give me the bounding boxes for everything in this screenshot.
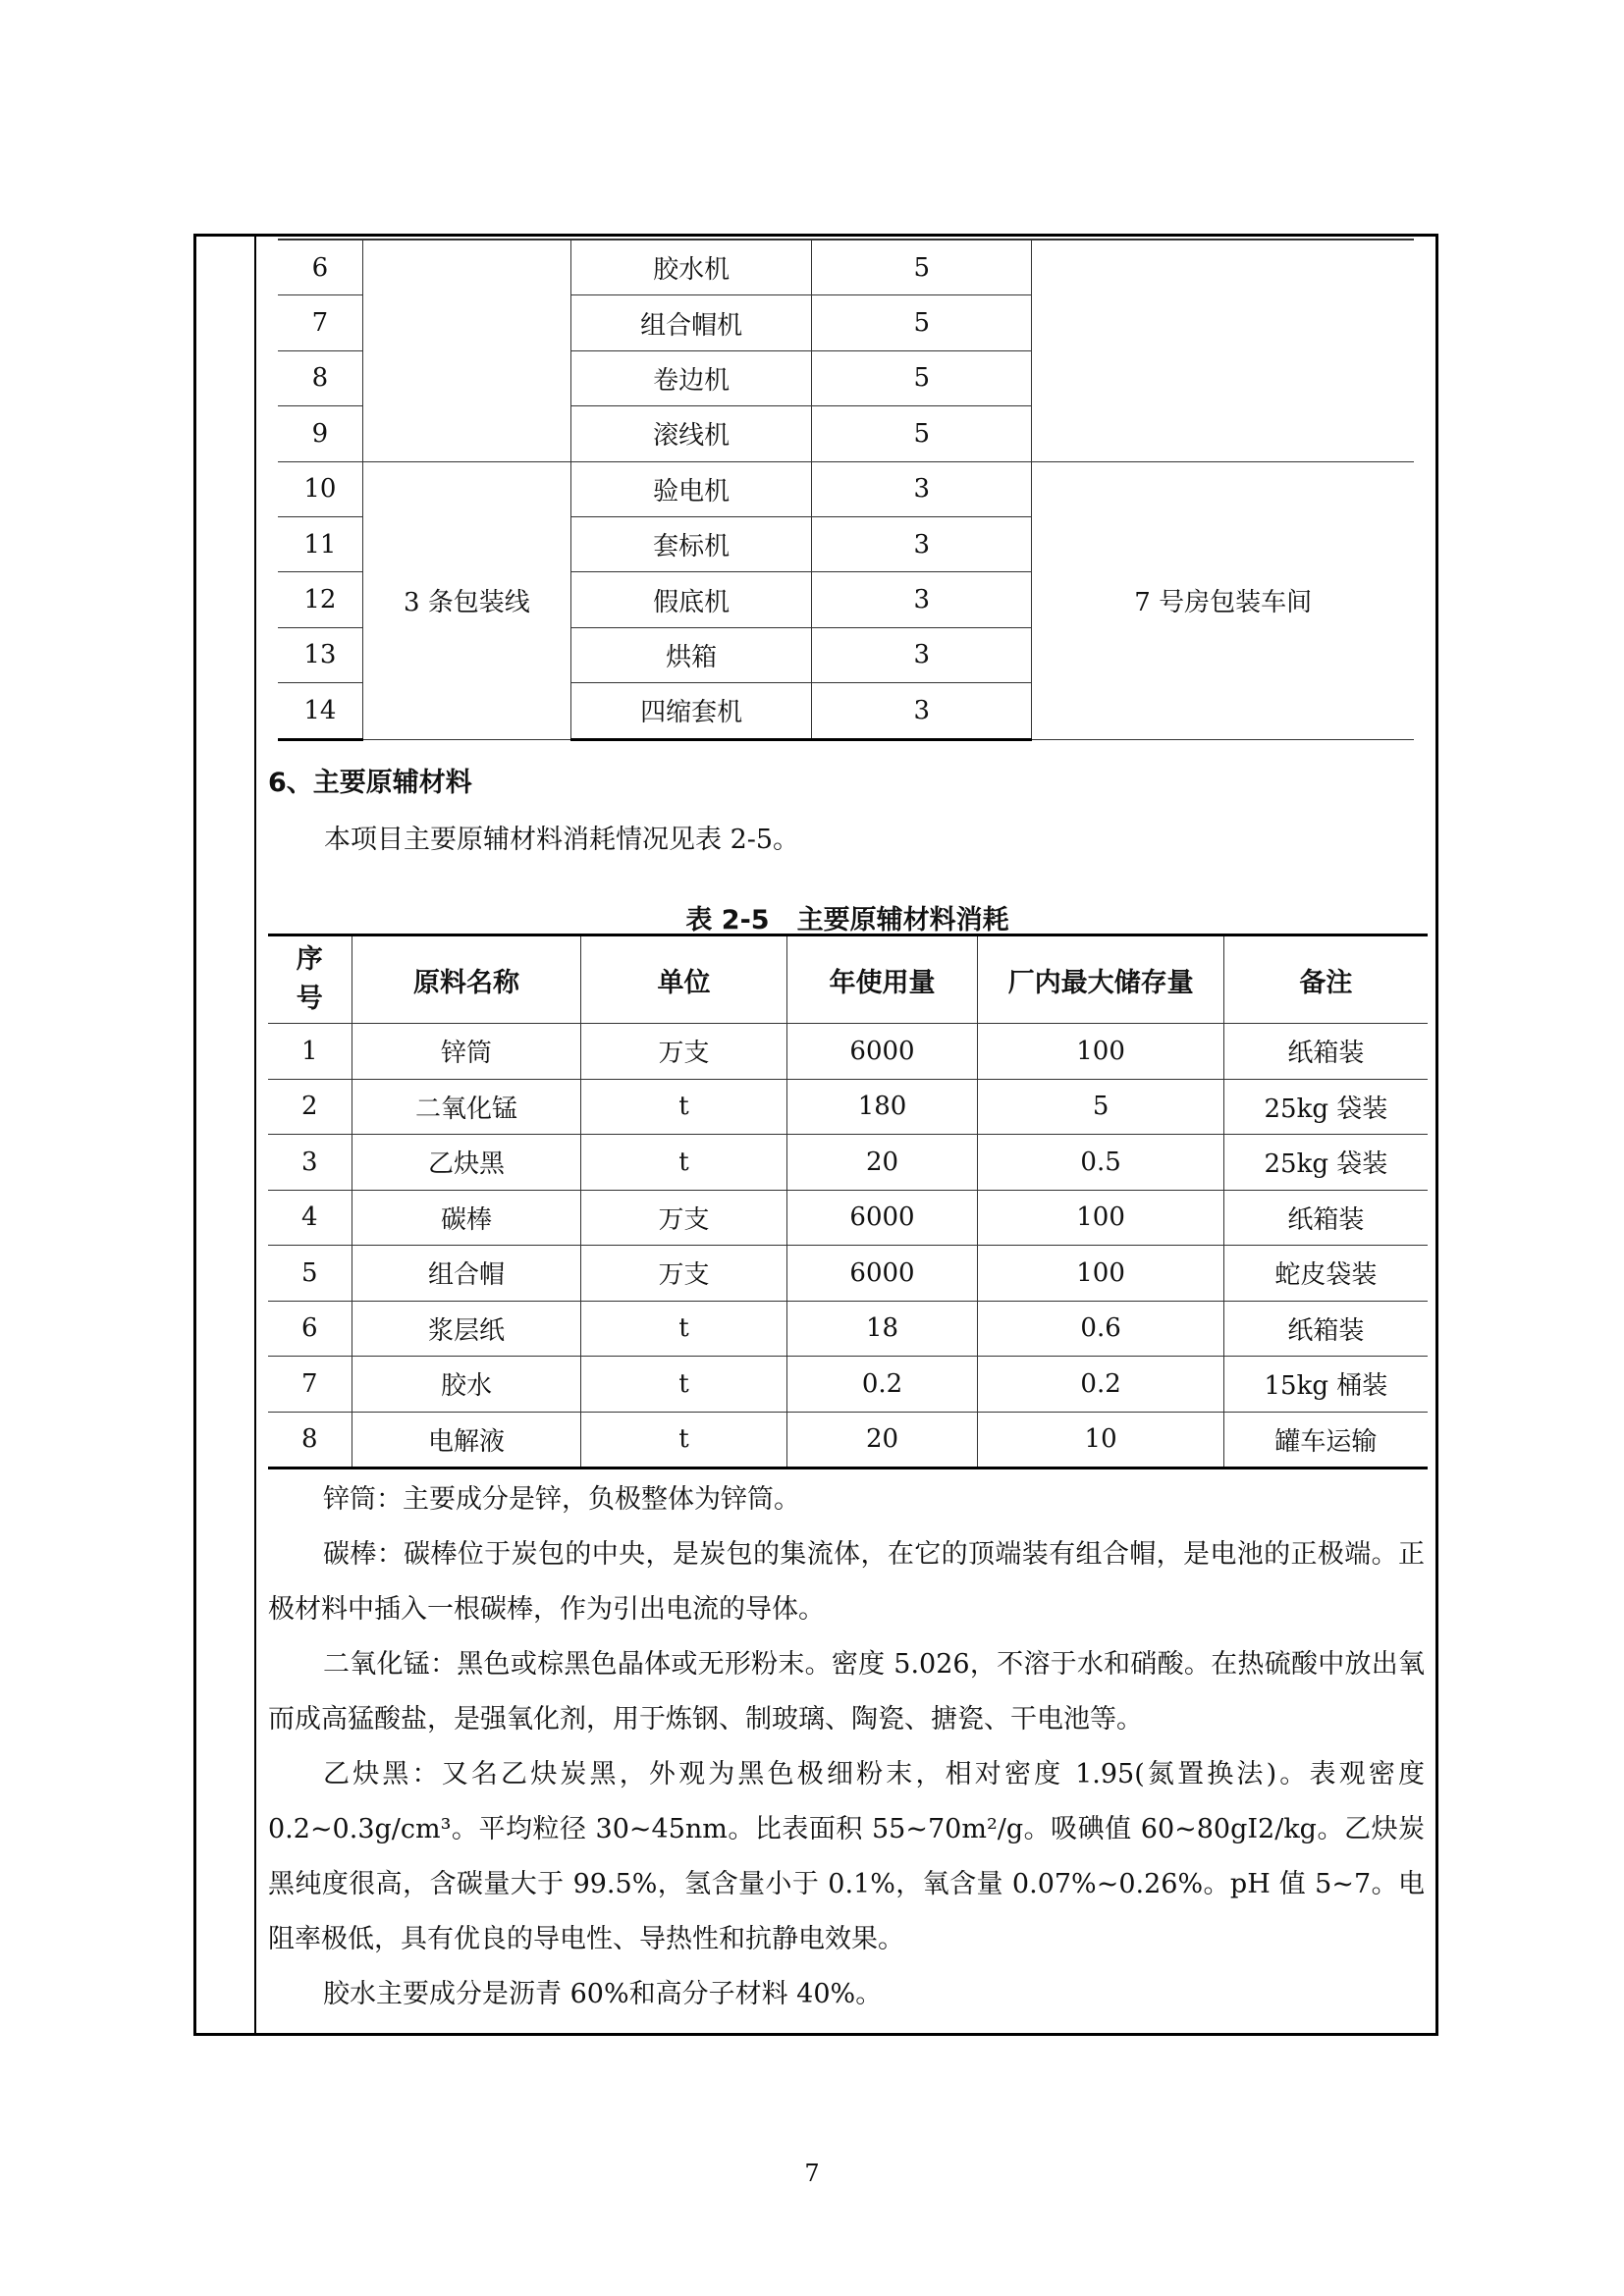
cell-max: 10: [978, 1412, 1223, 1468]
cell-no: 6: [268, 1301, 352, 1357]
table-caption-number: 表 2-5: [685, 905, 770, 935]
header-seq: [268, 935, 352, 1024]
header-seq-top: 序: [296, 944, 323, 975]
cell-remark: 纸箱装: [1223, 1301, 1428, 1357]
table-row: [268, 1357, 1428, 1413]
equip-no: 12: [278, 572, 362, 627]
cell-name: 浆层纸: [352, 1301, 581, 1357]
equip-name: 套标机: [571, 516, 812, 571]
equip-name: 烘箱: [571, 627, 812, 682]
equip-name: 胶水机: [571, 240, 812, 295]
equip-name: 四缩套机: [571, 683, 812, 739]
paragraph-zinc-can: 锌筒：主要成分是锌，负极整体为锌筒。: [323, 1484, 800, 1515]
cell-no: 3: [268, 1135, 352, 1191]
table-row: [268, 1301, 1428, 1357]
table-header-row: [268, 935, 1428, 1024]
table-row: [278, 240, 1414, 295]
paragraph-glue: 胶水主要成分是沥青 60%和高分子材料 40%。: [323, 1979, 883, 2009]
cell-no: 1: [268, 1024, 352, 1080]
equip-name: 验电机: [571, 461, 812, 516]
header-annual: 年使用量: [786, 935, 978, 1024]
table-row: [268, 1190, 1428, 1246]
cell-no: 7: [268, 1357, 352, 1413]
cell-remark: 罐车运输: [1223, 1412, 1428, 1468]
equip-name: 卷边机: [571, 350, 812, 405]
cell-no: 8: [268, 1412, 352, 1468]
equip-no: 8: [278, 350, 362, 405]
equipment-table: [278, 239, 1414, 741]
cell-name: 二氧化锰: [352, 1079, 581, 1135]
table-row: [278, 461, 1414, 516]
cell-no: 2: [268, 1079, 352, 1135]
cell-max: 100: [978, 1246, 1223, 1302]
cell-annual: 180: [786, 1079, 978, 1135]
cell-name: 组合帽: [352, 1246, 581, 1302]
cell-remark: 15kg 桶装: [1223, 1357, 1428, 1413]
cell-remark: 纸箱装: [1223, 1190, 1428, 1246]
cell-annual: 6000: [786, 1024, 978, 1080]
equip-no: 10: [278, 461, 362, 516]
equip-group-empty: [362, 240, 570, 461]
cell-annual: 20: [786, 1135, 978, 1191]
equip-location: 7 号房包装车间: [1032, 461, 1414, 739]
table-row: [268, 1079, 1428, 1135]
cell-name: 碳棒: [352, 1190, 581, 1246]
section-heading: 6、主要原辅材料: [268, 768, 472, 798]
header-max-storage: 厂内最大储存量: [978, 935, 1223, 1024]
equip-qty: 5: [812, 406, 1032, 461]
cell-no: 5: [268, 1246, 352, 1302]
table-caption-title: 主要原辅材料消耗: [796, 905, 1009, 935]
header-remark: 备注: [1223, 935, 1428, 1024]
cell-max: 0.2: [978, 1357, 1223, 1413]
cell-name: 乙炔黑: [352, 1135, 581, 1191]
cell-max: 0.5: [978, 1135, 1223, 1191]
equip-qty: 3: [812, 683, 1032, 739]
equip-qty: 5: [812, 240, 1032, 295]
section-intro: 本项目主要原辅材料消耗情况见表 2-5。: [324, 825, 800, 855]
paragraph-carbon-rod: 碳棒：碳棒位于炭包的中央，是炭包的集流体，在它的顶端装有组合帽，是电池的正极端。正极材料中插入一根碳棒，作为引出电流的导体。: [268, 1539, 1425, 1625]
equip-no: 6: [278, 240, 362, 295]
header-unit: 单位: [581, 935, 786, 1024]
equip-location-empty: [1032, 240, 1414, 461]
cell-remark: 纸箱装: [1223, 1024, 1428, 1080]
cell-remark: 蛇皮袋装: [1223, 1246, 1428, 1302]
cell-unit: t: [581, 1412, 786, 1468]
equip-no: 11: [278, 516, 362, 571]
paragraph-acetylene-black: 乙炔黑：又名乙炔炭黑，外观为黑色极细粉末，相对密度 1.95(氮置换法)。表观密度 0.2~0.3g/cm³。平均粒径 30~45nm。比表面积 55~70m²/g。吸碘值 60~80gI2/kg。乙炔炭黑纯度很高，含碳量大于 99.5%，氢含量小于 0.1%，氧含量 0.07%~0.26%。pH 值 5~7。电阻率极低，具有优良的导电性、导热性和抗静电效果。: [268, 1759, 1425, 1954]
equip-qty: 3: [812, 627, 1032, 682]
equip-no: 7: [278, 295, 362, 350]
cell-annual: 6000: [786, 1190, 978, 1246]
equip-no: 14: [278, 683, 362, 739]
equip-group-line: 3 条包装线: [362, 461, 570, 739]
header-seq-bottom: 号: [296, 984, 323, 1014]
cell-max: 0.6: [978, 1301, 1223, 1357]
materials-table: [268, 934, 1428, 1469]
equip-no: 13: [278, 627, 362, 682]
table-row: [268, 1024, 1428, 1080]
cell-name: 电解液: [352, 1412, 581, 1468]
header-name: 原料名称: [352, 935, 581, 1024]
cell-unit: t: [581, 1135, 786, 1191]
cell-annual: 0.2: [786, 1357, 978, 1413]
cell-max: 100: [978, 1190, 1223, 1246]
cell-name: 锌筒: [352, 1024, 581, 1080]
table-row: [268, 1412, 1428, 1468]
cell-annual: 18: [786, 1301, 978, 1357]
cell-remark: 25kg 袋装: [1223, 1135, 1428, 1191]
equip-qty: 3: [812, 572, 1032, 627]
cell-unit: t: [581, 1357, 786, 1413]
equip-name: 滚线机: [571, 406, 812, 461]
equip-no: 9: [278, 406, 362, 461]
cell-remark: 25kg 袋装: [1223, 1079, 1428, 1135]
cell-unit: 万支: [581, 1246, 786, 1302]
cell-max: 100: [978, 1024, 1223, 1080]
frame-divider-line: [254, 237, 256, 2033]
cell-annual: 6000: [786, 1246, 978, 1302]
description-paragraphs: [268, 1472, 1425, 2022]
equip-qty: 5: [812, 350, 1032, 405]
cell-annual: 20: [786, 1412, 978, 1468]
cell-unit: t: [581, 1079, 786, 1135]
paragraph-manganese-dioxide: 二氧化锰：黑色或棕黑色晶体或无形粉末。密度 5.026，不溶于水和硝酸。在热硫酸中放出氧而成高猛酸盐，是强氧化剂，用于炼钢、制玻璃、陶瓷、搪瓷、干电池等。: [268, 1649, 1425, 1735]
cell-unit: t: [581, 1301, 786, 1357]
page-number: 7: [804, 2160, 820, 2187]
equip-qty: 3: [812, 461, 1032, 516]
cell-unit: 万支: [581, 1190, 786, 1246]
equip-name: 组合帽机: [571, 295, 812, 350]
equip-qty: 5: [812, 295, 1032, 350]
cell-name: 胶水: [352, 1357, 581, 1413]
table-row: [268, 1135, 1428, 1191]
equip-qty: 3: [812, 516, 1032, 571]
table-caption: [268, 898, 1427, 936]
table-row: [268, 1246, 1428, 1302]
cell-max: 5: [978, 1079, 1223, 1135]
cell-no: 4: [268, 1190, 352, 1246]
equip-name: 假底机: [571, 572, 812, 627]
cell-unit: 万支: [581, 1024, 786, 1080]
